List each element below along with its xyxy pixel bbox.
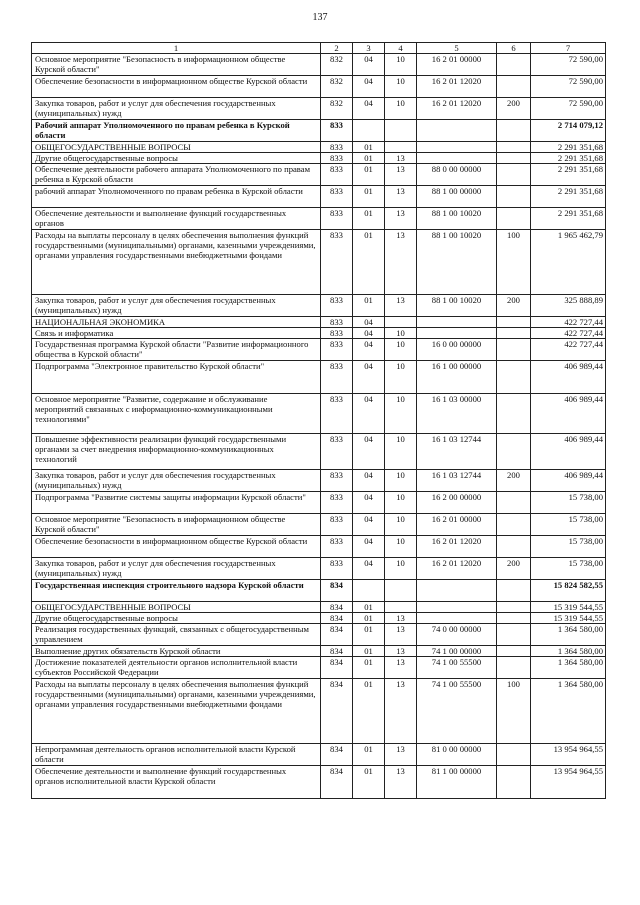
row-name-cell: Реализация государственных функций, связанных с общегосударственным управлением: [32, 624, 321, 646]
row-ved-cell: 834: [321, 602, 353, 613]
row-ved-cell: 832: [321, 54, 353, 76]
row-section-cell: 01: [353, 164, 385, 186]
row-sum-cell: 422 727,44: [531, 317, 606, 328]
row-target-cell: 16 2 01 12020: [417, 536, 497, 558]
row-name-cell: Закупка товаров, работ и услуг для обеспечения государственных (муниципальных) нужд: [32, 558, 321, 580]
row-target-cell: 16 2 01 00000: [417, 514, 497, 536]
row-name-cell: Обеспечение деятельности рабочего аппарата Уполномоченного по правам ребенка в Курской области: [32, 164, 321, 186]
row-target-cell: 88 1 00 10020: [417, 230, 497, 295]
row-section-cell: 04: [353, 317, 385, 328]
row-section-cell: 01: [353, 142, 385, 153]
row-section-cell: 01: [353, 646, 385, 657]
row-section-cell: [353, 580, 385, 602]
row-type-cell: [497, 153, 531, 164]
row-type-cell: [497, 492, 531, 514]
row-name-cell: Обеспечение деятельности и выполнение функций государственных органов исполнительной власти Курской области: [32, 766, 321, 799]
row-name-cell: Государственная программа Курской области "Развитие информационного общества в Курской области": [32, 339, 321, 361]
row-type-cell: 100: [497, 230, 531, 295]
row-type-cell: [497, 208, 531, 230]
row-subsection-cell: [385, 317, 417, 328]
row-section-cell: 01: [353, 657, 385, 679]
row-ved-cell: 832: [321, 98, 353, 120]
row-sum-cell: 1 965 462,79: [531, 230, 606, 295]
header-cell: 7: [531, 43, 606, 54]
row-target-cell: 88 1 00 10020: [417, 295, 497, 317]
row-section-cell: 04: [353, 470, 385, 492]
row-ved-cell: 833: [321, 492, 353, 514]
row-subsection-cell: 13: [385, 766, 417, 799]
row-sum-cell: 15 824 582,55: [531, 580, 606, 602]
row-type-cell: [497, 142, 531, 153]
row-target-cell: 16 1 03 12744: [417, 434, 497, 470]
row-name-cell: Непрограммная деятельность органов исполнительной власти Курской области: [32, 744, 321, 766]
table-row: [32, 164, 606, 186]
table-row: [32, 434, 606, 470]
row-ved-cell: 833: [321, 558, 353, 580]
row-name-cell: ОБЩЕГОСУДАРСТВЕННЫЕ ВОПРОСЫ: [32, 602, 321, 613]
row-sum-cell: 1 364 580,00: [531, 624, 606, 646]
table-row: [32, 646, 606, 657]
row-ved-cell: 834: [321, 679, 353, 744]
row-type-cell: [497, 361, 531, 394]
table-row: [32, 295, 606, 317]
row-type-cell: [497, 657, 531, 679]
row-type-cell: [497, 328, 531, 339]
header-cell: 3: [353, 43, 385, 54]
row-type-cell: [497, 646, 531, 657]
row-section-cell: 01: [353, 613, 385, 624]
row-ved-cell: 834: [321, 613, 353, 624]
row-section-cell: 01: [353, 186, 385, 208]
row-sum-cell: 72 590,00: [531, 98, 606, 120]
row-subsection-cell: 13: [385, 624, 417, 646]
row-type-cell: [497, 602, 531, 613]
row-name-cell: НАЦИОНАЛЬНАЯ ЭКОНОМИКА: [32, 317, 321, 328]
table-row: [32, 120, 606, 142]
row-sum-cell: 2 291 351,68: [531, 186, 606, 208]
row-name-cell: Закупка товаров, работ и услуг для обеспечения государственных (муниципальных) нужд: [32, 470, 321, 492]
row-sum-cell: 15 738,00: [531, 536, 606, 558]
row-section-cell: 04: [353, 361, 385, 394]
row-ved-cell: 833: [321, 120, 353, 142]
row-section-cell: 01: [353, 295, 385, 317]
row-sum-cell: 13 954 964,55: [531, 766, 606, 799]
row-target-cell: 16 2 01 12020: [417, 76, 497, 98]
row-ved-cell: 833: [321, 361, 353, 394]
row-section-cell: 01: [353, 744, 385, 766]
row-target-cell: 88 0 00 00000: [417, 164, 497, 186]
row-section-cell: 04: [353, 98, 385, 120]
row-target-cell: 16 2 01 00000: [417, 54, 497, 76]
row-type-cell: [497, 624, 531, 646]
row-sum-cell: 406 989,44: [531, 470, 606, 492]
table-row: [32, 98, 606, 120]
row-subsection-cell: 13: [385, 153, 417, 164]
row-sum-cell: 1 364 580,00: [531, 679, 606, 744]
row-name-cell: Закупка товаров, работ и услуг для обеспечения государственных (муниципальных) нужд: [32, 295, 321, 317]
row-target-cell: 16 0 00 00000: [417, 339, 497, 361]
header-cell: 5: [417, 43, 497, 54]
row-ved-cell: 833: [321, 328, 353, 339]
table-row: [32, 766, 606, 799]
row-subsection-cell: 10: [385, 54, 417, 76]
row-target-cell: 16 2 00 00000: [417, 492, 497, 514]
table-row: [32, 339, 606, 361]
row-section-cell: 04: [353, 558, 385, 580]
row-name-cell: Другие общегосударственные вопросы: [32, 613, 321, 624]
row-name-cell: Рабочий аппарат Уполномоченного по правам ребенка в Курской области: [32, 120, 321, 142]
row-ved-cell: 833: [321, 142, 353, 153]
row-ved-cell: 833: [321, 164, 353, 186]
row-subsection-cell: 10: [385, 514, 417, 536]
row-target-cell: 74 1 00 00000: [417, 646, 497, 657]
row-target-cell: 88 1 00 10020: [417, 208, 497, 230]
row-subsection-cell: 10: [385, 361, 417, 394]
header-cell: 1: [32, 43, 321, 54]
row-sum-cell: 15 319 544,55: [531, 602, 606, 613]
table-row: [32, 230, 606, 295]
row-subsection-cell: 13: [385, 208, 417, 230]
row-subsection-cell: 13: [385, 744, 417, 766]
header-cell: 4: [385, 43, 417, 54]
row-section-cell: 04: [353, 76, 385, 98]
row-section-cell: 04: [353, 328, 385, 339]
row-section-cell: 01: [353, 153, 385, 164]
row-name-cell: Обеспечение безопасности в информационном обществе Курской области: [32, 536, 321, 558]
row-subsection-cell: 10: [385, 536, 417, 558]
row-ved-cell: 834: [321, 646, 353, 657]
row-sum-cell: 325 888,89: [531, 295, 606, 317]
row-type-cell: 200: [497, 98, 531, 120]
row-name-cell: Выполнение других обязательств Курской области: [32, 646, 321, 657]
row-sum-cell: 2 291 351,68: [531, 153, 606, 164]
row-type-cell: [497, 339, 531, 361]
row-sum-cell: 2 714 079,12: [531, 120, 606, 142]
row-section-cell: 04: [353, 394, 385, 434]
header-cell: 2: [321, 43, 353, 54]
row-sum-cell: 406 989,44: [531, 361, 606, 394]
row-section-cell: [353, 120, 385, 142]
row-subsection-cell: 10: [385, 339, 417, 361]
row-name-cell: Подпрограмма "Развитие системы защиты информации Курской области": [32, 492, 321, 514]
table-row: [32, 186, 606, 208]
row-section-cell: 04: [353, 492, 385, 514]
row-ved-cell: 833: [321, 434, 353, 470]
row-name-cell: Закупка товаров, работ и услуг для обеспечения государственных (муниципальных) нужд: [32, 98, 321, 120]
row-sum-cell: 13 954 964,55: [531, 744, 606, 766]
row-ved-cell: 834: [321, 657, 353, 679]
row-ved-cell: 833: [321, 295, 353, 317]
row-sum-cell: 406 989,44: [531, 434, 606, 470]
row-sum-cell: 406 989,44: [531, 394, 606, 434]
row-section-cell: 01: [353, 766, 385, 799]
row-type-cell: [497, 744, 531, 766]
row-ved-cell: 834: [321, 744, 353, 766]
table-row: [32, 514, 606, 536]
table-row: [32, 624, 606, 646]
row-type-cell: 100: [497, 679, 531, 744]
table-header-row: [32, 43, 606, 54]
row-subsection-cell: 10: [385, 558, 417, 580]
row-target-cell: 74 1 00 55500: [417, 657, 497, 679]
table-row: [32, 76, 606, 98]
row-type-cell: [497, 536, 531, 558]
row-subsection-cell: [385, 120, 417, 142]
row-ved-cell: 833: [321, 470, 353, 492]
row-type-cell: [497, 317, 531, 328]
row-target-cell: 88 1 00 00000: [417, 186, 497, 208]
table-row: [32, 361, 606, 394]
row-section-cell: 01: [353, 602, 385, 613]
row-target-cell: [417, 602, 497, 613]
row-type-cell: [497, 766, 531, 799]
budget-table: [31, 42, 606, 799]
row-type-cell: [497, 120, 531, 142]
row-section-cell: 04: [353, 54, 385, 76]
row-target-cell: 74 0 00 00000: [417, 624, 497, 646]
row-sum-cell: 1 364 580,00: [531, 657, 606, 679]
row-type-cell: [497, 394, 531, 434]
table-row: [32, 679, 606, 744]
row-target-cell: [417, 580, 497, 602]
row-target-cell: [417, 317, 497, 328]
row-name-cell: Основное мероприятие "Безопасность в информационном обществе Курской области": [32, 514, 321, 536]
row-target-cell: 16 1 03 12744: [417, 470, 497, 492]
row-ved-cell: 833: [321, 514, 353, 536]
table-row: [32, 558, 606, 580]
row-target-cell: 16 2 01 12020: [417, 558, 497, 580]
row-target-cell: 74 1 00 55500: [417, 679, 497, 744]
row-type-cell: [497, 76, 531, 98]
row-subsection-cell: 10: [385, 492, 417, 514]
row-subsection-cell: 13: [385, 679, 417, 744]
row-ved-cell: 834: [321, 580, 353, 602]
header-cell: 6: [497, 43, 531, 54]
row-name-cell: Подпрограмма "Электронное правительство Курской области": [32, 361, 321, 394]
table-row: [32, 492, 606, 514]
page-number: 137: [312, 12, 328, 23]
row-sum-cell: 2 291 351,68: [531, 164, 606, 186]
row-subsection-cell: 13: [385, 613, 417, 624]
row-sum-cell: 2 291 351,68: [531, 142, 606, 153]
row-subsection-cell: [385, 580, 417, 602]
row-type-cell: [497, 54, 531, 76]
row-ved-cell: 834: [321, 624, 353, 646]
row-subsection-cell: 10: [385, 328, 417, 339]
table-row: [32, 394, 606, 434]
table-row: [32, 328, 606, 339]
row-type-cell: 200: [497, 470, 531, 492]
row-section-cell: 01: [353, 230, 385, 295]
row-ved-cell: 833: [321, 186, 353, 208]
row-section-cell: 04: [353, 339, 385, 361]
row-sum-cell: 1 364 580,00: [531, 646, 606, 657]
row-subsection-cell: [385, 142, 417, 153]
row-sum-cell: 422 727,44: [531, 339, 606, 361]
row-ved-cell: 833: [321, 317, 353, 328]
row-target-cell: 16 2 01 12020: [417, 98, 497, 120]
table-row: [32, 536, 606, 558]
table-row: [32, 613, 606, 624]
row-subsection-cell: 10: [385, 470, 417, 492]
row-subsection-cell: 10: [385, 394, 417, 434]
row-sum-cell: 422 727,44: [531, 328, 606, 339]
row-name-cell: ОБЩЕГОСУДАРСТВЕННЫЕ ВОПРОСЫ: [32, 142, 321, 153]
row-type-cell: 200: [497, 558, 531, 580]
row-ved-cell: 833: [321, 394, 353, 434]
row-name-cell: Другие общегосударственные вопросы: [32, 153, 321, 164]
row-section-cell: 04: [353, 434, 385, 470]
row-target-cell: 16 1 00 00000: [417, 361, 497, 394]
row-subsection-cell: 10: [385, 76, 417, 98]
row-target-cell: [417, 142, 497, 153]
row-name-cell: Расходы на выплаты персоналу в целях обеспечения выполнения функций государственными (муниципальными) органами, казенными учреждениями, органами управления государственными внебюджетными фондами: [32, 230, 321, 295]
row-section-cell: 04: [353, 536, 385, 558]
row-section-cell: 04: [353, 514, 385, 536]
row-type-cell: [497, 580, 531, 602]
row-name-cell: Государственная инспекция строительного надзора Курской области: [32, 580, 321, 602]
row-target-cell: 16 1 03 00000: [417, 394, 497, 434]
row-sum-cell: 72 590,00: [531, 76, 606, 98]
table-row: [32, 744, 606, 766]
table-row: [32, 142, 606, 153]
row-name-cell: Основное мероприятие "Развитие, содержание и обслуживание мероприятий связанных с информационно-коммуникационными технологиями": [32, 394, 321, 434]
table-row: [32, 153, 606, 164]
row-type-cell: [497, 164, 531, 186]
table-row: [32, 602, 606, 613]
row-subsection-cell: 13: [385, 646, 417, 657]
row-subsection-cell: 10: [385, 434, 417, 470]
table-row: [32, 580, 606, 602]
row-name-cell: Обеспечение безопасности в информационном обществе Курской области: [32, 76, 321, 98]
row-subsection-cell: 13: [385, 186, 417, 208]
row-sum-cell: 15 738,00: [531, 492, 606, 514]
row-target-cell: 81 0 00 00000: [417, 744, 497, 766]
row-section-cell: 01: [353, 679, 385, 744]
row-target-cell: [417, 153, 497, 164]
row-section-cell: 01: [353, 208, 385, 230]
row-name-cell: Расходы на выплаты персоналу в целях обеспечения выполнения функций государственными (муниципальными) органами, казенными учреждениями, органами управления государственными внебюджетными фондами: [32, 679, 321, 744]
row-subsection-cell: 13: [385, 164, 417, 186]
row-sum-cell: 15 738,00: [531, 514, 606, 536]
row-name-cell: Повышение эффективности реализации функций государственными органами за счет внедрения информационно-коммуникационных технологий: [32, 434, 321, 470]
row-subsection-cell: 10: [385, 98, 417, 120]
row-subsection-cell: 13: [385, 295, 417, 317]
row-ved-cell: 833: [321, 153, 353, 164]
row-ved-cell: 833: [321, 339, 353, 361]
row-type-cell: 200: [497, 295, 531, 317]
row-ved-cell: 833: [321, 230, 353, 295]
row-ved-cell: 833: [321, 208, 353, 230]
table-row: [32, 54, 606, 76]
row-name-cell: Связь и информатика: [32, 328, 321, 339]
row-ved-cell: 832: [321, 76, 353, 98]
row-type-cell: [497, 186, 531, 208]
table-row: [32, 470, 606, 492]
row-subsection-cell: 13: [385, 657, 417, 679]
row-type-cell: [497, 514, 531, 536]
table-row: [32, 657, 606, 679]
row-section-cell: 01: [353, 624, 385, 646]
row-name-cell: Обеспечение деятельности и выполнение функций государственных органов: [32, 208, 321, 230]
row-type-cell: [497, 434, 531, 470]
row-sum-cell: 15 738,00: [531, 558, 606, 580]
row-ved-cell: 833: [321, 536, 353, 558]
row-target-cell: [417, 120, 497, 142]
row-name-cell: Достижение показателей деятельности органов исполнительной власти субъектов Российской Федерации: [32, 657, 321, 679]
row-subsection-cell: 13: [385, 230, 417, 295]
row-name-cell: рабочий аппарат Уполномоченного по правам ребенка в Курской области: [32, 186, 321, 208]
row-target-cell: 81 1 00 00000: [417, 766, 497, 799]
row-subsection-cell: [385, 602, 417, 613]
row-name-cell: Основное мероприятие "Безопасность в информационном обществе Курской области": [32, 54, 321, 76]
table-row: [32, 208, 606, 230]
row-sum-cell: 2 291 351,68: [531, 208, 606, 230]
row-type-cell: [497, 613, 531, 624]
row-ved-cell: 834: [321, 766, 353, 799]
row-target-cell: [417, 328, 497, 339]
row-sum-cell: 72 590,00: [531, 54, 606, 76]
row-sum-cell: 15 319 544,55: [531, 613, 606, 624]
table-row: [32, 317, 606, 328]
row-target-cell: [417, 613, 497, 624]
